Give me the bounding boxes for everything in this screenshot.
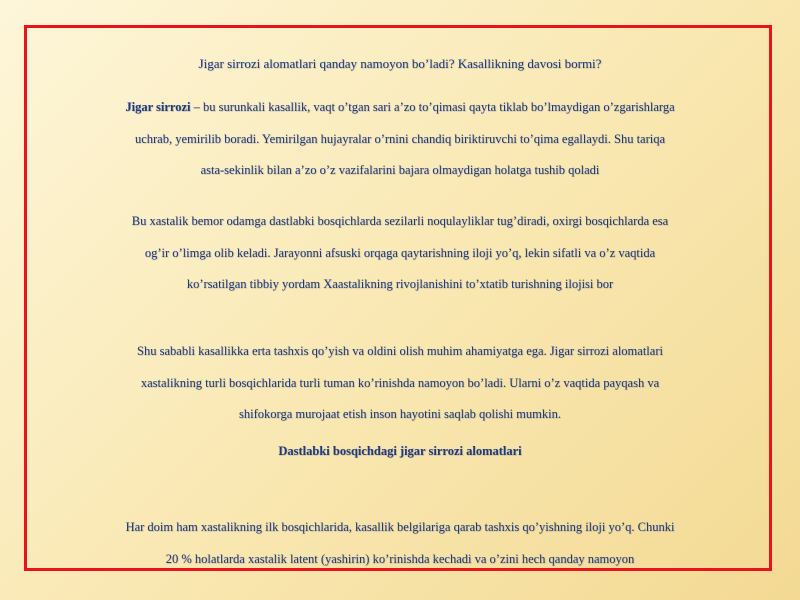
paragraph-progression: Bu xastalik bemor odamga dastlabki bosqichlarda sezilarli noqulayliklar tug’diradi, oxirgi bosqichlarda esa og’ir o’limga olib keladi. Jarayonni afsuski orqaga qaytarishning iloji yo’q, lekin sifatli va o’z vaqtida ko’rsatilgan tibbiy yordam Xaastalikning rivojlanishini to’xtatib turishning ilojisi bor	[131, 214, 669, 291]
paragraph-early-symptoms: Har doim ham xastalikning ilk bosqichlarida, kasallik belgilariga qarab tashxis qo’yishning iloji yo’q. Chunki 20 % holatlarda xastalik latent (yashirin) ko’rinishda kechadi va o’zini hech qanday namoyon	[125, 520, 675, 566]
paragraph-early-diagnosis: Shu sababli kasallikka erta tashxis qo’yish va oldini olish muhim ahamiyatga ega. Jigar sirrozi alomatlari xastalikning turli bosqichlarida turli tuman ko’rinishda namoyon bo’ladi. Ularni o’z vaqtida payqash va shifokorga murojaat etish inson hayotini saqlab qolishi mumkin.	[137, 344, 663, 421]
slide-title: Jigar sirrozi alomatlari qanday namoyon bo’ladi? Kasallikning davosi bormi?	[198, 56, 602, 71]
slide-content	[30, 30, 770, 570]
paragraph-definition	[125, 92, 675, 187]
section-heading: Dastlabki bosqichdagi jigar sirrozi alomatlari	[278, 444, 522, 458]
definition-text: – bu surunkali kasallik, vaqt o’tgan sari a’zo to’qimasi qayta tiklab bo’lmaydigan o’zgarishlarga uchrab, yemirilib boradi. Yemirilgan hujayralar o’rnini chandiq biriktiruvchi to’qima egallaydi. Shu tariqa asta-sekinlik bilan a’zo o’z vazifalarini bajara olmaydigan holatga tushib qoladi	[134, 100, 675, 177]
term-jigar-sirrozi: Jigar sirrozi	[125, 100, 191, 114]
